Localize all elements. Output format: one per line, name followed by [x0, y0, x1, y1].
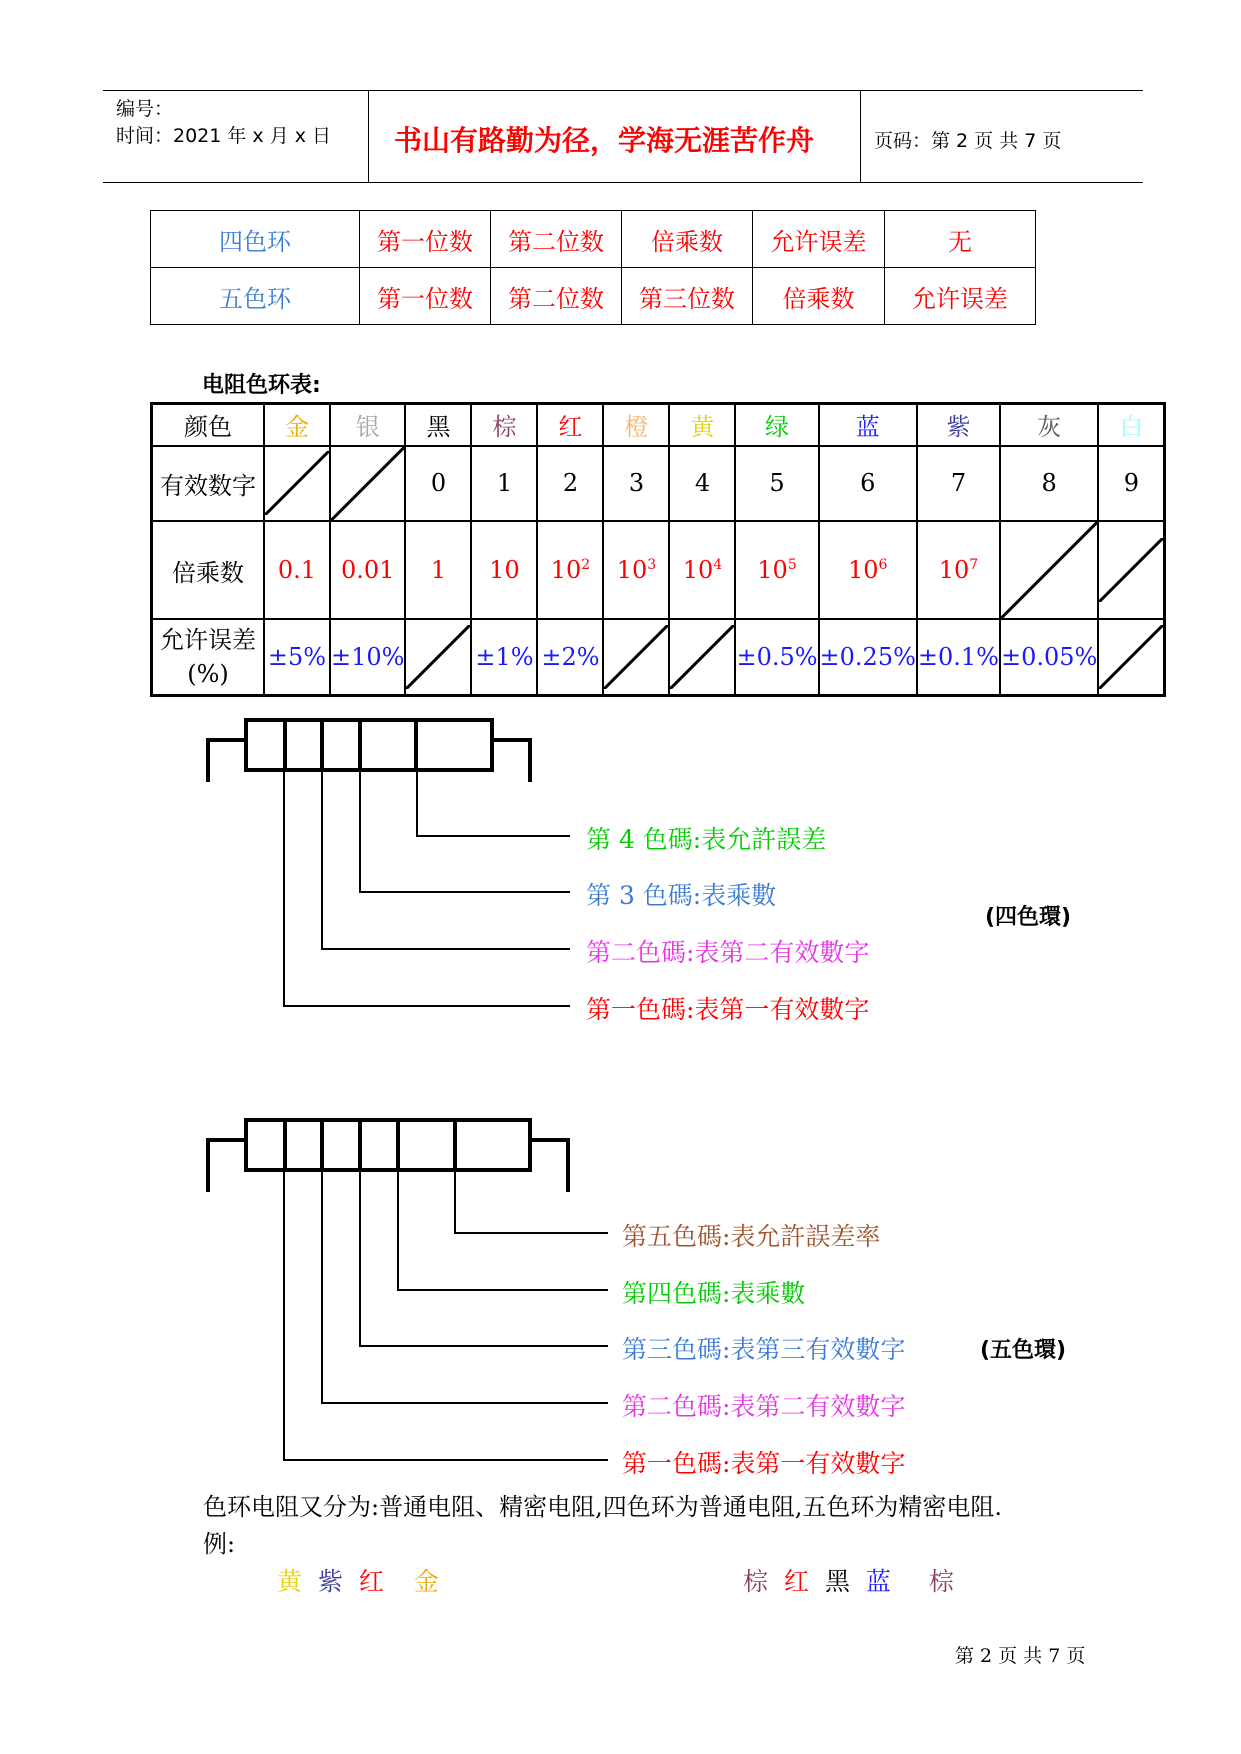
multiplier-base: 10 — [938, 556, 970, 585]
row-header — [152, 619, 265, 695]
table-row — [152, 521, 1165, 619]
color-name-cell: 黄 — [669, 404, 735, 446]
tolerance-cell: ±2% — [537, 619, 603, 695]
table-row — [151, 211, 1036, 268]
not-applicable-diagonal — [670, 625, 734, 689]
multiplier-cell — [917, 521, 1000, 619]
four-band-label-4: 第 4 色碼:表允許誤差 — [586, 825, 827, 854]
color-name-cell: 蓝 — [819, 404, 917, 446]
header-divider-left — [368, 90, 369, 182]
document-number-label: 编号： — [116, 98, 174, 120]
multiplier-base: 10 — [616, 556, 648, 585]
multiplier-cell — [819, 521, 917, 619]
multiplier-exponent: 7 — [969, 557, 979, 574]
tolerance-cell: ±0.05% — [1000, 619, 1098, 695]
tolerance-unit-label: (%) — [187, 660, 229, 689]
multiplier-cell — [603, 521, 669, 619]
tolerance-cell: ±0.25% — [819, 619, 917, 695]
not-applicable-diagonal — [604, 625, 668, 689]
header-motto: 书山有路勤为径，学海无涯苦作舟 — [394, 124, 815, 157]
ring-type-name: 五色环 — [151, 268, 360, 325]
table-cell: 允许误差 — [753, 211, 885, 268]
color-name-cell: 橙 — [603, 404, 669, 446]
tolerance-cell: ±0.5% — [735, 619, 818, 695]
example-band-color: 红 — [783, 1567, 809, 1596]
multiplier-cell — [471, 521, 537, 619]
multiplier-exponent: 2 — [581, 557, 591, 574]
multiplier-cell — [264, 521, 330, 619]
five-band-label-3: 第三色碼:表第三有效數字 — [622, 1335, 906, 1364]
multiplier-cell — [735, 521, 818, 619]
table-cell: 允许误差 — [885, 268, 1036, 325]
leader-line-1 — [284, 1170, 608, 1460]
table-row — [152, 404, 1165, 446]
digit-cell: 1 — [471, 446, 537, 521]
four-band-label-3: 第 3 色碼:表乘數 — [586, 881, 777, 910]
not-applicable-diagonal — [406, 625, 470, 689]
header-bottom-rule — [103, 182, 1143, 183]
multiplier-cell — [537, 521, 603, 619]
color-table-title: 电阻色环表: — [202, 373, 321, 398]
five-band-diagram — [0, 1100, 1241, 1480]
multiplier-base: 10 — [550, 556, 582, 585]
tolerance-cell: ±1% — [471, 619, 537, 695]
header-divider-right — [860, 90, 861, 182]
header-top-rule — [103, 90, 1143, 91]
digit-cell: 2 — [537, 446, 603, 521]
tolerance-cell-empty — [405, 619, 471, 695]
row-header: 有效数字 — [152, 446, 265, 521]
example-band-color: 蓝 — [865, 1567, 891, 1596]
multiplier-cell — [330, 521, 405, 619]
example-band-color: 棕 — [743, 1567, 769, 1596]
table-cell: 无 — [885, 211, 1036, 268]
color-name-cell: 红 — [537, 404, 603, 446]
multiplier-cell-empty — [1000, 521, 1098, 619]
not-applicable-diagonal — [331, 447, 404, 520]
example-band-color: 棕 — [928, 1567, 954, 1596]
table-cell: 第一位数 — [360, 268, 491, 325]
multiplier-base: 10 — [757, 556, 788, 585]
table-cell: 倍乘数 — [622, 211, 753, 268]
multiplier-base: 0.1 — [277, 556, 317, 585]
multiplier-base: 1 — [430, 556, 447, 585]
color-name-cell: 银 — [330, 404, 405, 446]
tolerance-cell-empty — [603, 619, 669, 695]
color-name-cell: 灰 — [1000, 404, 1098, 446]
five-band-label-4: 第四色碼:表乘數 — [622, 1279, 806, 1308]
ring-type-name: 四色环 — [151, 211, 360, 268]
color-name-cell: 紫 — [917, 404, 1000, 446]
multiplier-exponent: 5 — [787, 557, 797, 574]
digit-cell: 7 — [917, 446, 1000, 521]
table-cell: 第一位数 — [360, 211, 491, 268]
example-band-color: 紫 — [317, 1567, 343, 1596]
color-name-cell: 绿 — [735, 404, 818, 446]
leader-line-1 — [284, 770, 570, 1006]
tolerance-cell: ±5% — [264, 619, 330, 695]
multiplier-base: 10 — [682, 556, 714, 585]
five-band-label-5: 第五色碼:表允許誤差率 — [622, 1222, 881, 1251]
multiplier-exponent: 3 — [647, 557, 657, 574]
color-name-cell: 棕 — [471, 404, 537, 446]
multiplier-cell — [405, 521, 471, 619]
document-time-label: 时间：2021 年 x 月 x 日 — [116, 125, 332, 147]
table-cell: 倍乘数 — [753, 268, 885, 325]
digit-cell-empty — [330, 446, 405, 521]
multiplier-base: 10 — [489, 556, 520, 585]
example-band-color: 金 — [413, 1567, 439, 1596]
tolerance-cell: ±0.1% — [917, 619, 1000, 695]
not-applicable-diagonal — [1099, 625, 1163, 689]
example-five-band — [743, 1562, 954, 1598]
four-band-label-1: 第一色碼:表第一有效數字 — [586, 995, 870, 1024]
resistor-body — [246, 720, 492, 770]
digit-cell: 9 — [1098, 446, 1165, 521]
digit-cell-empty — [264, 446, 330, 521]
digit-cell: 0 — [405, 446, 471, 521]
resistor-lead-left — [208, 740, 246, 782]
tolerance-cell-empty — [669, 619, 735, 695]
table-row — [152, 619, 1165, 695]
four-band-caption: (四色環) — [985, 905, 1072, 930]
multiplier-base: 0.01 — [341, 556, 395, 585]
row-header: 颜色 — [152, 404, 265, 446]
multiplier-exponent: 6 — [878, 557, 888, 574]
example-band-color: 红 — [358, 1567, 384, 1596]
example-band-color: 黑 — [824, 1567, 850, 1596]
table-row — [151, 268, 1036, 325]
table-cell: 第二位数 — [491, 211, 622, 268]
digit-cell: 8 — [1000, 446, 1098, 521]
not-applicable-diagonal — [1001, 522, 1097, 618]
example-four-band — [277, 1562, 439, 1598]
table-cell: 第二位数 — [491, 268, 622, 325]
ring-type-table — [150, 210, 1036, 325]
digit-cell: 4 — [669, 446, 735, 521]
not-applicable-diagonal — [1099, 538, 1163, 602]
example-label: 例: — [203, 1530, 236, 1558]
five-band-label-2: 第二色碼:表第二有效數字 — [622, 1392, 906, 1421]
multiplier-exponent: 4 — [713, 557, 723, 574]
color-name-cell: 黑 — [405, 404, 471, 446]
not-applicable-diagonal — [265, 451, 329, 515]
digit-cell: 5 — [735, 446, 818, 521]
color-name-cell: 白 — [1098, 404, 1165, 446]
leader-line-5 — [455, 1170, 608, 1233]
digit-cell: 6 — [819, 446, 917, 521]
multiplier-cell — [669, 521, 735, 619]
tolerance-label: 允许误差 — [160, 626, 256, 655]
multiplier-base: 10 — [847, 556, 879, 585]
four-band-label-2: 第二色碼:表第二有效數字 — [586, 938, 870, 967]
five-band-caption: (五色環) — [980, 1338, 1067, 1363]
leader-line-3 — [360, 770, 570, 892]
resistor-lead-left — [208, 1140, 246, 1192]
row-header: 倍乘数 — [152, 521, 265, 619]
resistor-color-table — [150, 402, 1166, 697]
color-name-cell: 金 — [264, 404, 330, 446]
tolerance-cell-empty — [1098, 619, 1165, 695]
page-code-label: 页码：第 2 页 共 7 页 — [874, 130, 1062, 152]
leader-line-4 — [398, 1170, 608, 1290]
digit-cell: 3 — [603, 446, 669, 521]
tolerance-cell: ±10% — [330, 619, 405, 695]
resistor-lead-right — [530, 1140, 568, 1192]
resistor-lead-right — [492, 740, 530, 782]
multiplier-cell-empty — [1098, 521, 1165, 619]
example-band-color: 黄 — [277, 1567, 303, 1596]
leader-line-2 — [322, 1170, 608, 1403]
page-footer: 第 2 页 共 7 页 — [955, 1645, 1086, 1667]
resistor-body — [246, 1120, 530, 1170]
resistor-type-paragraph: 色环电阻又分为:普通电阻、精密电阻,四色环为普通电阻,五色环为精密电阻. — [203, 1493, 1002, 1521]
table-row — [152, 446, 1165, 521]
table-cell: 第三位数 — [622, 268, 753, 325]
leader-line-4 — [417, 770, 570, 836]
five-band-label-1: 第一色碼:表第一有效數字 — [622, 1449, 906, 1478]
